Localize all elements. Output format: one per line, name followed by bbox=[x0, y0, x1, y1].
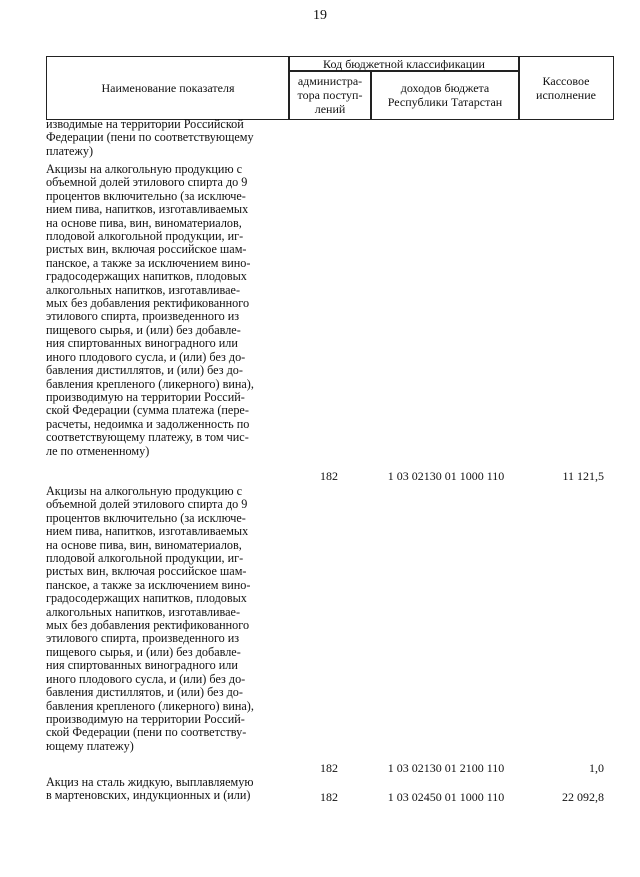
row-administrator-code: 182 bbox=[320, 469, 338, 483]
row-indicator-name: изводимые на территории Российской Федерации (пени по соответствующему платежу) bbox=[46, 117, 254, 158]
header-indicator: Наименование показателя bbox=[101, 81, 235, 95]
row-revenue-code: 1 03 02130 01 1000 110 bbox=[387, 469, 505, 483]
row-indicator-name: Акцизы на алкогольную продукцию с объемной долей этилового спирта до 9 процентов включительно (за исключе- нием пива, напитков, изготавливаемых на основе пива, вин, виноматериалов, плодовой алкогольной продукции, иг- ристых вин, включая российское шам- панское, а также за исключением вино- градосодержащих напитков, плодовых алкогольных напитков, изготавливае- мых без добавления ректификованного этилового спирта, произведенного из пищевого сырья, и (или) без добавле- ния спиртованных виноградного или иного плодового сусла, и (или) без до- бавления дистиллятов, и (или) без до- бавления крепленого (ликерного) вина), производимую на территории Россий- ской Федерации (пени по соответству- ющему платежу) bbox=[46, 484, 254, 753]
row-indicator-name: Акциз на сталь жидкую, выплавляемую в мартеновских, индукционных и (или) bbox=[46, 775, 254, 803]
header-budget-code: Код бюджетной классификации bbox=[323, 57, 485, 71]
row-cash-amount: 11 121,5 bbox=[562, 469, 604, 483]
row-revenue-code: 1 03 02130 01 2100 110 bbox=[387, 761, 505, 775]
page-number: 19 bbox=[313, 8, 327, 23]
row-cash-amount: 22 092,8 bbox=[562, 790, 604, 804]
row-administrator-code: 182 bbox=[320, 761, 338, 775]
header-administrator: администра- тора поступ- лений bbox=[297, 74, 363, 116]
row-administrator-code: 182 bbox=[320, 790, 338, 804]
header-cash-execution: Кассовое исполнение bbox=[536, 74, 596, 102]
row-cash-amount: 1,0 bbox=[589, 761, 604, 775]
header-revenue: доходов бюджета Республики Татарстан bbox=[387, 81, 503, 109]
row-revenue-code: 1 03 02450 01 1000 110 bbox=[387, 790, 505, 804]
row-indicator-name: Акцизы на алкогольную продукцию с объемной долей этилового спирта до 9 процентов включительно (за исключе- нием пива, напитков, изготавливаемых на основе пива, вин, виноматериалов, плодовой алкогольной продукции, иг- ристых вин, включая российское шам- панское, а также за исключением вино- градосодержащих напитков, плодовых алкогольных напитков, изготавливае- мых без добавления ректификованного этилового спирта, произведенного из пищевого сырья, и (или) без добавле- ния спиртованных виноградного или иного плодового сусла, и (или) без до- бавления дистиллятов, и (или) без до- бавления крепленого (ликерного) вина), производимую на территории Россий- ской Федерации (сумма платежа (пере- расчеты, недоимка и задолженность по соответствующему платежу, в том чис- ле по отмененному) bbox=[46, 162, 254, 458]
